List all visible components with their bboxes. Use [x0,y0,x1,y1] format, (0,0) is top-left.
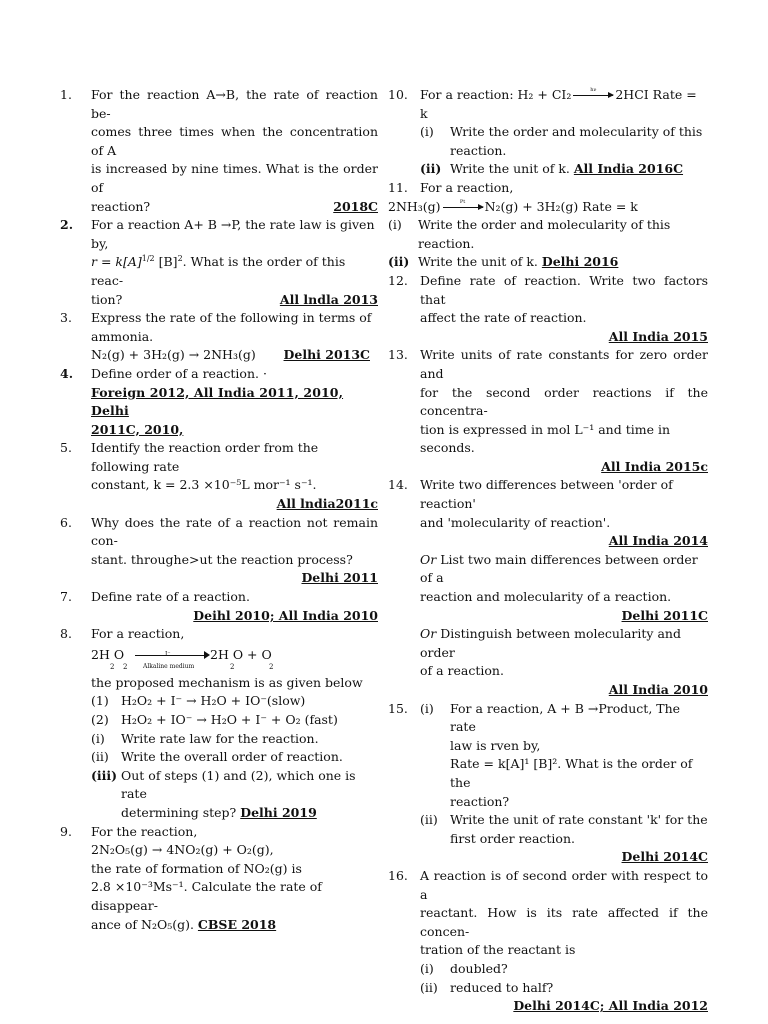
arrow-icon: hν [573,95,613,96]
chemical-equation: 2N₂O₅(g) → 4NO₂(g) + O₂(g), [91,842,274,858]
question-7 [60,588,378,625]
question-number: 1. [60,87,72,102]
question-text: and 'molecularity of reaction'. [420,514,611,530]
sub-question: determining step? [121,804,237,820]
question-number: 6. [60,514,72,530]
question-number: 3. [60,310,72,326]
question-text: Write units of rate constants for zero order and [420,347,708,381]
question-text: ammonia. [91,328,154,344]
source-tag: All India 2015 [608,328,708,344]
question-number: 10. [388,87,408,102]
source-tag: Delhi 2014C; All India 2012 [513,998,708,1014]
question-number: 13. [388,347,408,363]
sub-question: first order reaction. [450,830,575,846]
question-text: the rate of formation of NO₂(g) is [91,860,302,876]
sub-question: Write the order and molecularity of this [450,124,703,140]
question-text: comes three times when the concentration of A [91,124,378,158]
question-number: 15. [388,700,408,716]
question-text: constant, k = 2.3 ×10⁻⁵L mor⁻¹ s⁻¹. [91,477,317,493]
sub-question: Write the unit of k. [418,254,538,270]
question-number: 16. [388,867,408,883]
question-5 [60,439,378,513]
question-text: For the reaction A→B, the rate of reaction be- [91,87,378,121]
question-number: 5. [60,440,72,456]
question-9 [60,823,378,935]
reaction-scheme: 2H O 2 2 I⁻ Alkaline medium 2H O + O 2 2 [91,646,274,671]
question-8: 8. For a reaction, 2H O 2 2 I⁻ Alkaline medium 2H O + O 2 2 the proposed mechanism is as given below (1) H₂O₂ + I⁻ → H₂O + IO⁻(slow) (2) H₂O₂ + IO⁻ → H₂O + I⁻ + O₂ (fast) (i) Write rate law for the reaction. (ii) Write the overall order of reaction. (iii) Out of steps (1) and (2), which one is rate determining step? Delhi 2019 [60,625,378,822]
sub-question: Write the unit of rate constant 'k' for the [450,812,708,828]
question-number: 4. [60,365,74,381]
question-number: 14. [388,477,408,493]
question-4 [60,365,378,439]
question-1 [60,86,378,216]
question-10: 10. For a reaction: H₂ + CI₂ hν 2HCI Rate = k (i) Write the order and molecularity of this reaction. (ii) Write the unit of k. All India 2016C [388,87,703,177]
question-3 [60,309,378,365]
arrow-icon [135,655,207,656]
question-text: For the reaction, [91,823,198,839]
source-tag: Foreign 2012, All India 2011, 2010, Delhi [91,384,344,419]
source-tag: Delhi 2011 [301,570,378,586]
source-tag: Delhi 2016 [541,254,619,270]
source-tag: Delhi 2019 [240,804,317,820]
question-number: 9. [60,823,72,839]
question-text: r = k[A] [91,254,142,270]
question-text: Express the rate of the following in terms of [91,310,372,326]
sub-question: reduced to half? [450,979,554,995]
sub-question: Write the order and molecularity of this [418,217,671,233]
left-column [60,86,378,934]
question-text: affect the rate of reaction. [420,310,587,326]
source-tag: 2018C [333,198,378,214]
question-text: Define order of a reaction. · [91,365,267,381]
source-tag: All lndla 2013 [279,291,378,307]
question-12 [388,272,708,346]
question-text: For a reaction, [91,626,185,642]
question-text: for the second order reactions if the concentra- [420,384,708,419]
question-text: Define rate of a reaction. [91,589,250,605]
question-text: tion is expressed in mol L⁻¹ and time in seconds. [420,421,671,456]
source-tag: Deihl 2010; All India 2010 [193,607,378,623]
question-text: ance of N₂O₅(g). [91,916,194,932]
question-number: 7. [60,589,72,605]
question-number: 11. [388,179,408,195]
source-tag: 2011C, 2010, [91,421,184,437]
sub-question: doubled? [450,960,508,976]
question-text: For a reaction A+ B →P, the rate law is given by, [91,217,375,251]
question-text: Write two differences between 'order of reaction' [420,477,673,512]
sub-question: Write the overall order of reaction. [121,749,343,765]
question-text: tration of the reactant is [420,942,576,958]
source-tag: Delhi 2011C [621,607,708,623]
question-number: 12. [388,272,408,288]
source-tag: All India 2016C [573,161,684,177]
question-text: reactant. How is its rate affected if the concen- [420,905,708,939]
question-14: 14. Write two differences between 'order of reaction' and 'molecularity of reaction'. All India 2014 Or List two main differences between order of a reaction and molecularity of a reaction. Delhi 2011C Or Distinguish between molecularity and order of a reaction. All India 2010 [388,476,708,699]
sub-question: Out of steps (1) and (2), which one is rate [121,767,356,802]
question-text: Distinguish between molecularity and order [420,626,681,660]
source-tag: Delhi 2013C [283,347,370,363]
source-tag: All lndia2011c [276,496,378,512]
sub-question: Write rate law for the reaction. [121,730,319,746]
sub-question: Rate = k[A]¹ [B]². What is the order of the [450,756,693,790]
question-6 [60,514,378,588]
source-tag: All India 2014 [608,533,708,549]
sub-question: reaction. [450,142,507,158]
source-tag: Delhi 2014C [621,849,708,865]
question-text: of a reaction. [420,663,504,679]
question-16: 16. A reaction is of second order with respect to a reactant. How is its rate affected if the concen- tration of the reactant is (i) doubled? (ii) reduced to half? Delhi 2014C; All India 2012 [388,867,708,1016]
question-text: Why does the rate of a reaction not remain con- [91,514,378,549]
question-number: 8. [60,626,72,642]
sub-question: reaction? [450,793,510,809]
source-tag: CBSE 2018 [197,916,277,932]
mechanism-step: H₂O₂ + IO⁻ → H₂O + I⁻ + O₂ (fast) [121,712,338,727]
sub-question: reaction. [418,235,475,251]
question-text: reaction? [91,198,151,214]
sub-question: For a reaction, A + B →Product, The rate [450,700,681,735]
arrow-icon: Pt [443,207,483,208]
right-column [388,86,708,1016]
question-text: List two main differences between order of a [420,551,698,586]
question-13 [388,346,708,476]
source-tag: All India 2015c [601,458,708,474]
source-tag: All India 2010 [608,682,708,697]
sub-question: Write the unit of k. [450,161,570,177]
question-15: 15. (i) For a reaction, A + B →Product, The rate law is rven by, Rate = k[A]¹ [B]². What is the order of the reaction? (ii) Write the unit of rate constant 'k' for the first order reaction. Delhi 2014C [388,700,708,867]
question-2: 2. For a reaction A+ B →P, the rate law is given by, $r = k[A]^{1/2}$ $[B]^2$. What is the order of this reac- tion? All lndla 2013 [60,216,378,309]
question-text: A reaction is of second order with respect to a [420,867,708,902]
sub-question: law is rven by, [450,737,541,753]
question-text: 2.8 ×10⁻³Ms⁻¹. Calculate the rate of disappear- [91,879,322,913]
question-text: reaction and molecularity of a reaction. [420,589,672,605]
question-text: tion? [91,291,123,307]
question-text: stant. throughe>ut the reaction process? [91,551,353,567]
question-11: 11. For a reaction, 2NH₃(g) Pt N₂(g) + 3H₂(g) Rate = k (i) Write the order and molecularity of this reaction. (ii) Write the unit of k. Delhi 2016 [388,179,708,272]
question-text: Identify the reaction order from the following rate [91,440,319,474]
question-text: the proposed mechanism is as given below [91,674,363,690]
mechanism-step: H₂O₂ + I⁻ → H₂O + IO⁻(slow) [121,693,306,709]
question-text: is increased by nine times. What is the order of [91,161,378,195]
question-text: For a reaction, [420,179,514,195]
question-text: Define rate of reaction. Write two factors that [420,272,708,307]
chemical-equation: N₂(g) + 3H₂(g) → 2NH₃(g) [91,347,256,363]
question-number: 2. [60,217,74,233]
